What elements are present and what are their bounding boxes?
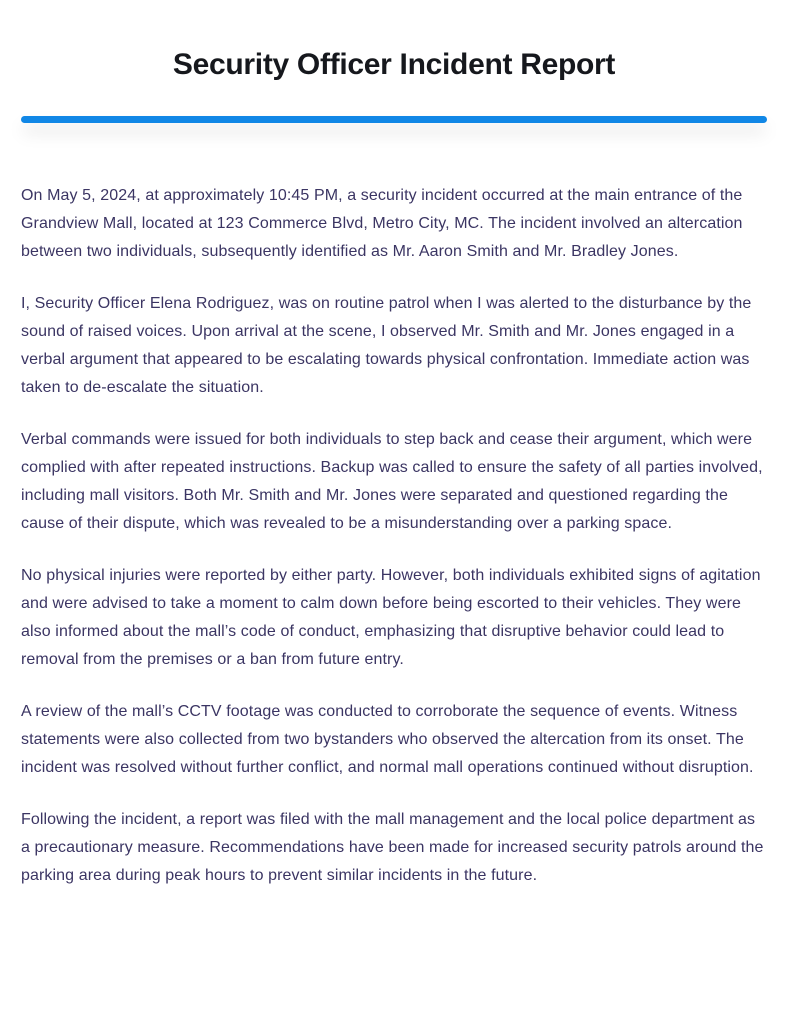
report-paragraph-deescalation: Verbal commands were issued for both individuals to step back and cease their argument, which were complied with after repeated instructions. Backup was called to ensure the safety of all parties involved, including mall visitors. Both Mr. Smith and Mr. Jones were separated and questioned regarding the cause of their dispute, which was revealed to be a misunderstanding over a parking space. <box>21 431 763 532</box>
report-paragraph-injuries-warnings: No physical injuries were reported by either party. However, both individuals exhibited signs of agitation and were advised to take a moment to calm down before being escorted to their vehicles. They were also informed about the mall’s code of conduct, emphasizing that disruptive behavior could lead to removal from the premises or a ban from future entry. <box>21 567 761 668</box>
report-body <box>21 123 767 890</box>
title-divider-rule <box>21 116 767 123</box>
report-paragraph-followup: Following the incident, a report was filed with the mall management and the local police department as a precautionary measure. Recommendations have been made for increased security patrols around the parking area during peak hours to prevent similar incidents in the future. <box>21 811 764 884</box>
report-paragraph-incident-overview: On May 5, 2024, at approximately 10:45 PM, a security incident occurred at the main entrance of the Grandview Mall, located at 123 Commerce Blvd, Metro City, MC. The incident involved an altercation between two individuals, subsequently identified as Mr. Aaron Smith and Mr. Bradley Jones. <box>21 187 743 260</box>
page-title: Security Officer Incident Report <box>172 48 616 81</box>
report-paragraph-officer-response: I, Security Officer Elena Rodriguez, was on routine patrol when I was alerted to the disturbance by the sound of raised voices. Upon arrival at the scene, I observed Mr. Smith and Mr. Jones engaged in a verbal argument that appeared to be escalating towards physical confrontation. Immediate action was taken to de-escalate the situation. <box>21 295 752 396</box>
report-paragraph-cctv-review: A review of the mall’s CCTV footage was conducted to corroborate the sequence of events. Witness statements were also collected from two bystanders who observed the altercation from its onset. The incident was resolved without further conflict, and normal mall operations continued without disruption. <box>21 703 754 776</box>
